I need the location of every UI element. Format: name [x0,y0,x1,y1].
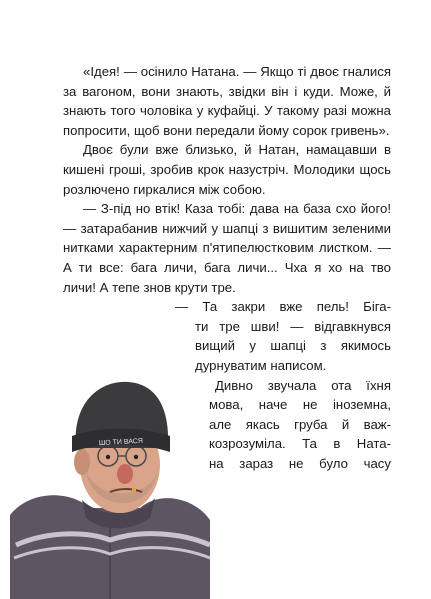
line: — Та закри вже пель! Біга- [175,299,391,315]
ear [74,449,90,475]
eye [134,455,138,459]
paragraph-3: — З-під но втік! Каза тобі: дава на база схо його! — затарабанив нижчий у шапці з вишитим зеленими нитками характерним п'ятипелюстковим листком. — А ти все: бага личи, бага личи... Чха я хо на тво личи! А тепе знов крути тре. [63,201,391,295]
line: мова, наче не іноземна, [209,397,391,413]
line: дурнуватим написом. [195,357,327,373]
gold-tooth [132,488,136,492]
paragraph-2: Двоє були вже близько, й Натан, намацавши в кишені гроші, зробив крок назустріч. Молодики щось розлючено гиркалися між собою. [63,142,391,197]
line: козрозуміла. Та в Ната- [209,436,391,452]
line: ти тре шви! — відгавкнувся [195,318,391,334]
line: але якась груба й важ- [209,416,391,432]
nose [117,464,133,484]
paragraph-1: «Ідея! — осінило Натана. — Якщо ті двоє гналися за вагоном, вони знають, звідки він і куди. Може, й знають того чоловіка у куфайці. У такому разі можна попросити, щоб вони передали йому сорок гривень». [63,64,391,138]
line: Дивно звучала ота їхня [215,377,391,393]
paragraph-5 [209,376,391,474]
beanie-text: ШО ТИ ВАСЯ [98,437,144,448]
man-in-beanie-illustration [10,340,210,599]
eye [106,455,110,459]
line: на зараз не було часу [209,455,391,471]
line: вищий у шапці з якимось [195,338,391,354]
